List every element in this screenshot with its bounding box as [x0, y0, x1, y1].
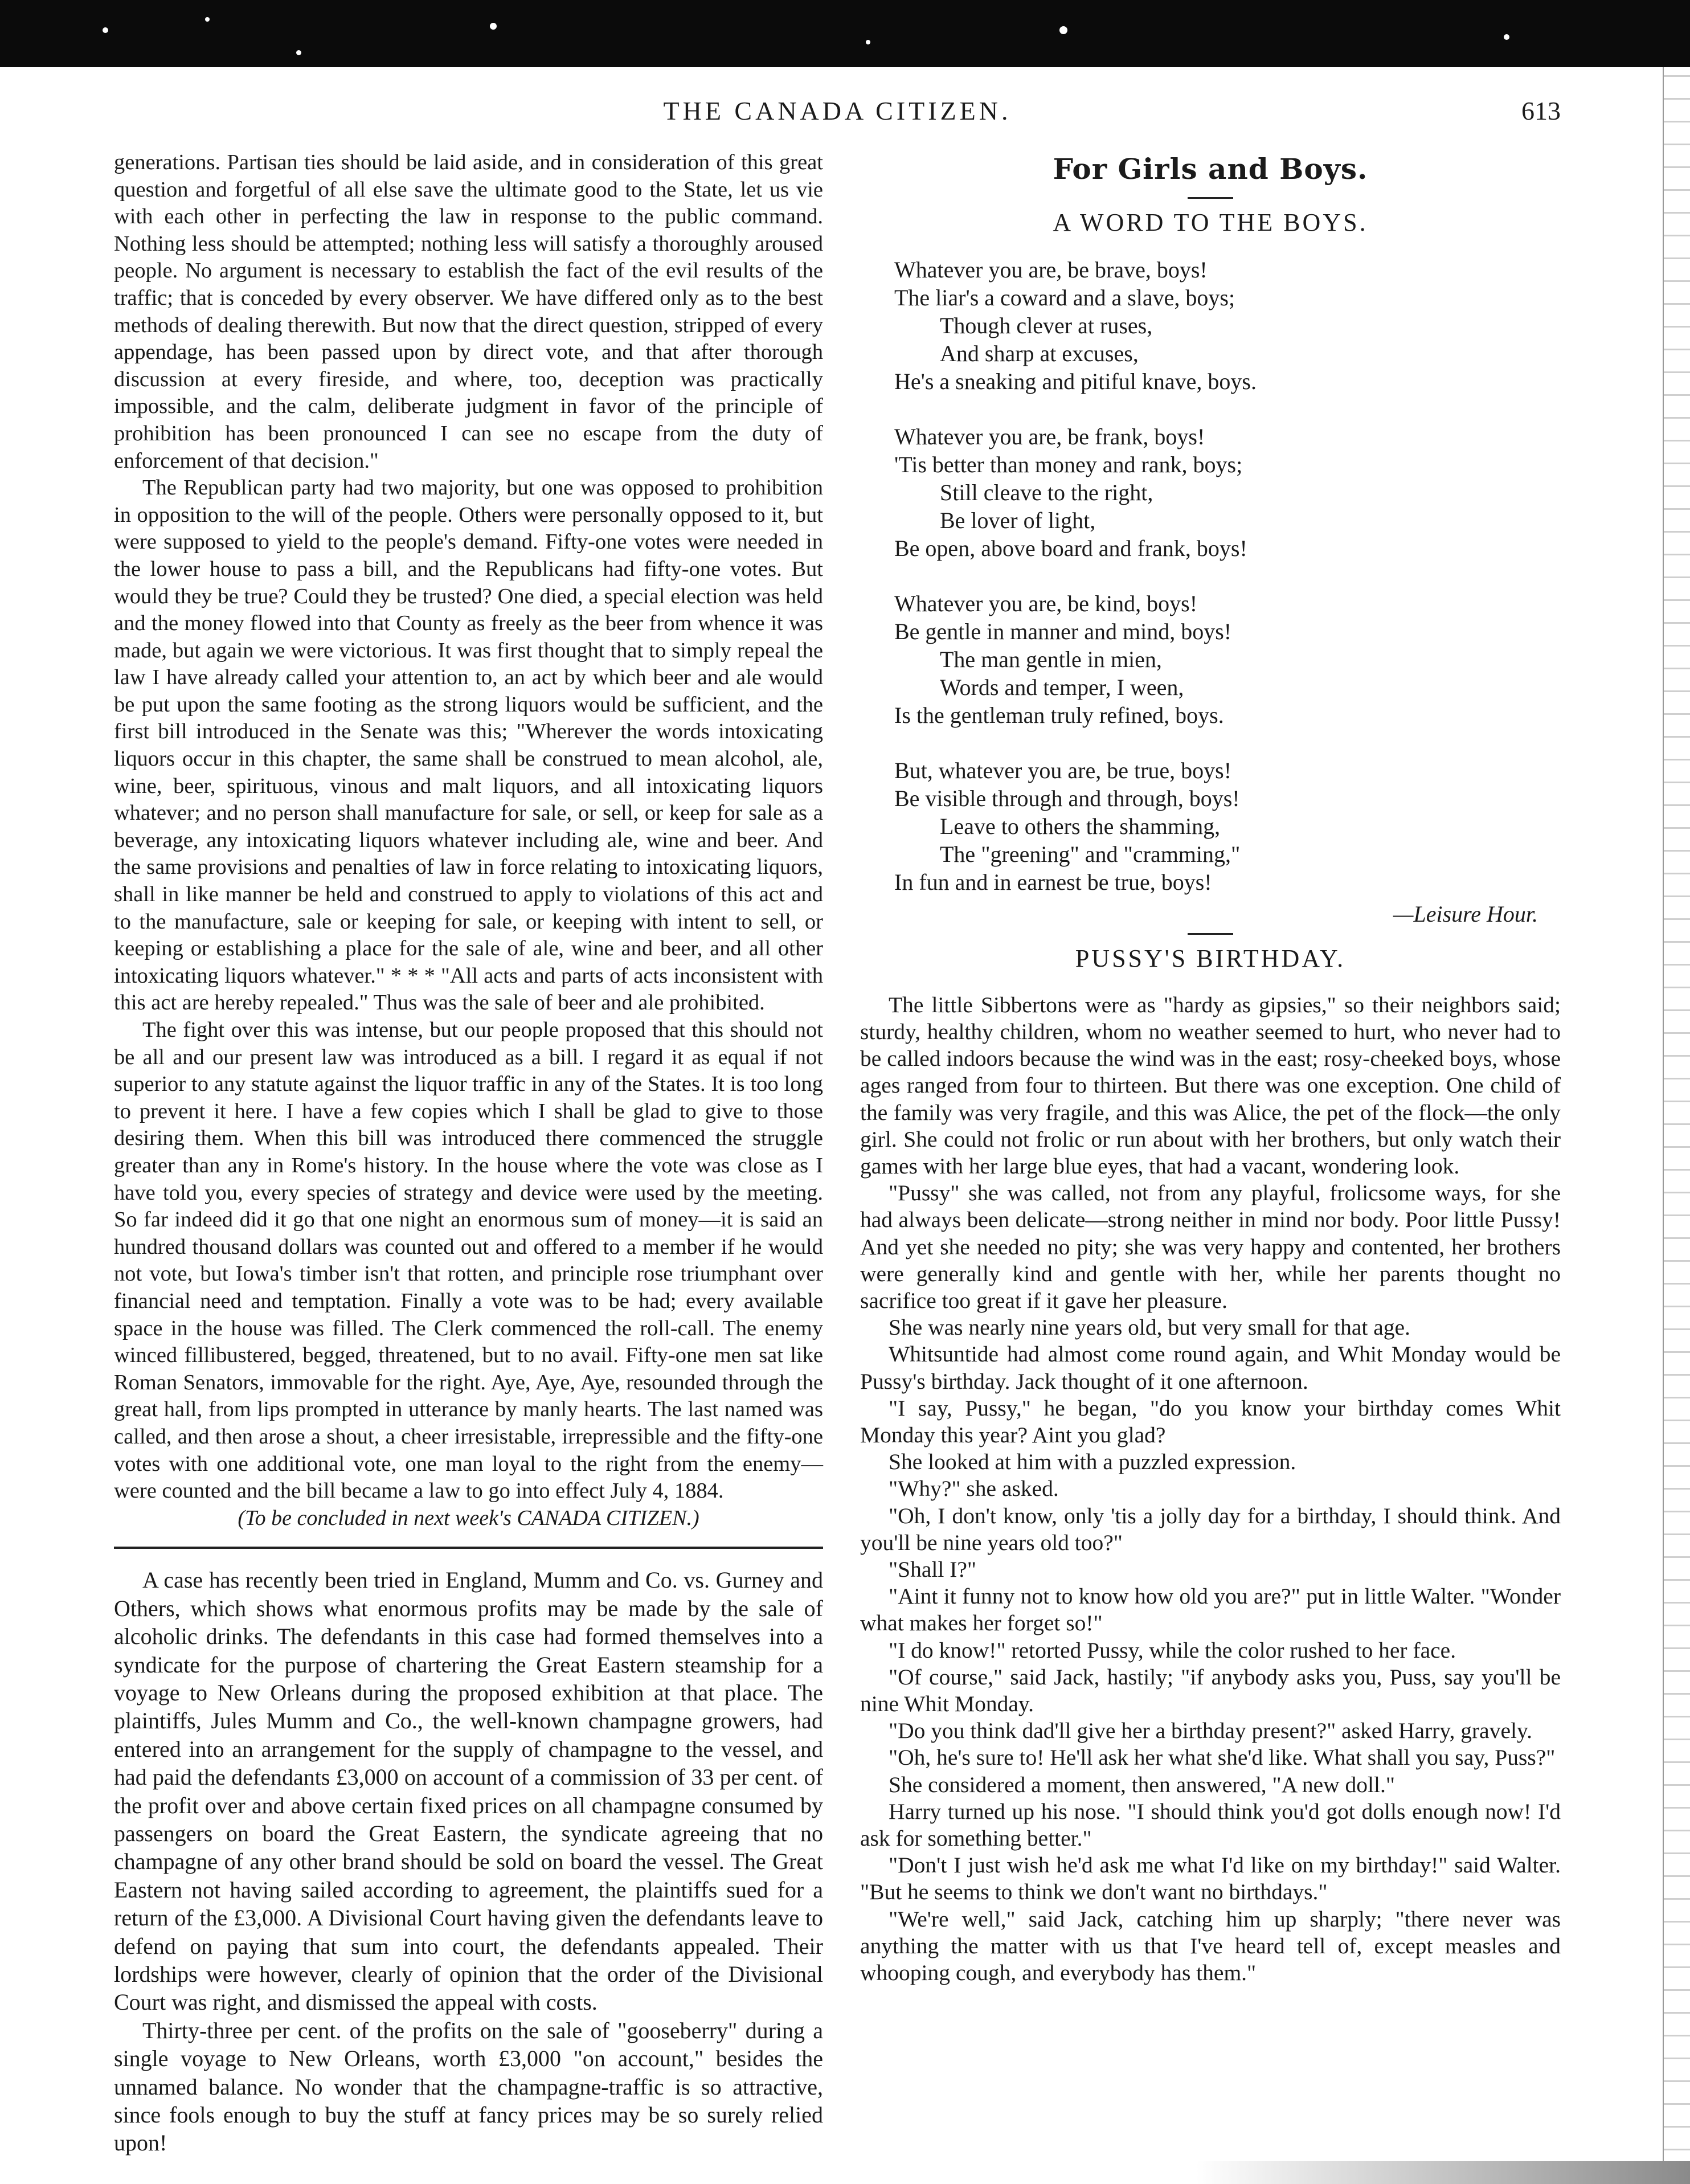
article-separator	[114, 1547, 823, 1549]
running-head: THE CANADA CITIZEN.	[663, 96, 1012, 125]
story-paragraph: "Oh, I don't know, only 'tis a jolly day for a birthday, I should think. And you'll be nine years old too?"	[860, 1503, 1561, 1555]
continued-note: (To be concluded in next week's CANADA CITIZEN.)	[238, 1506, 699, 1530]
poem-stanza	[894, 423, 1561, 562]
story-title: PUSSY'S BIRTHDAY.	[1075, 944, 1346, 973]
poem-line: But, whatever you are, be true, boys!	[894, 757, 1232, 783]
story-paragraph: She looked at him with a puzzled expression.	[889, 1449, 1296, 1475]
poem	[894, 256, 1561, 896]
poem-line: The man gentle in mien,	[940, 646, 1162, 672]
scan-top-band	[0, 0, 1690, 67]
story-paragraph: She was nearly nine years old, but very small for that age.	[889, 1315, 1410, 1340]
story-paragraph: "We're well," said Jack, catching him up sharply; "there never was anything the matter with us that I've heard tell of, except measles and whooping cough, and everybody has them."	[860, 1906, 1561, 1986]
story-paragraph: Whitsuntide had almost come round again, and Whit Monday would be Pussy's birthday. Jack thought of it one afternoon.	[860, 1342, 1561, 1394]
poem-stanza	[894, 590, 1561, 729]
scan-speck	[1504, 34, 1509, 40]
poem-stanza	[894, 256, 1561, 395]
story-paragraph: Harry turned up his nose. "I should think you'd got dolls enough now! I'd ask for something better."	[860, 1798, 1561, 1851]
story-paragraph: "Oh, he's sure to! He'll ask her what she'd like. What shall you say, Puss?"	[889, 1745, 1556, 1770]
article-paragraph: The fight over this was intense, but our people proposed that this should not be all and our present law was introduced as a bill. I regard it as equal if not superior to any statute against the liquor traffic in any of the States. It is too long to prevent it here. I have a few copies which I shall be glad to give to those desiring them. When this bill was introduced there commenced the struggle greater than any in Rome's history. In the house where the vote was close as I have told you, every species of strategy and device were used by the meeting. So far indeed did it go that one night an enormous sum of money—it is said an hundred thousand dollars was counted out and offered to a member if he would not vote, but Iowa's timber isn't that rotten, and principle rose triumphant over financial need and temptation. Finally a vote was to be had; every available space in the house was filled. The Clerk commenced the roll-call. The enemy winced fillibustered, begged, threatened, but to no avail. Fifty-one men sat like Roman Senators, immovable for the right. Aye, Aye, Aye, resounded through the great hall, from lips prompted in utterance by manly hearts. The last named was called, and then arose a shout, a cheer irresistable, irrepressible and the fifty-one votes with one additional vote, one man loyal to the right from the enemy—were counted and the bill became a law to go into effect July 4, 1884.	[114, 1018, 823, 1503]
scan-speck	[866, 40, 870, 44]
left-column	[114, 149, 823, 2157]
story	[860, 992, 1561, 1987]
scan-speck	[1059, 26, 1067, 34]
story-paragraph: "I say, Pussy," he began, "do you know your birthday comes Whit Monday this year? Aint you glad?	[860, 1395, 1561, 1448]
poem-attribution: —Leisure Hour.	[1393, 901, 1538, 927]
scan-speck	[205, 17, 210, 22]
poem-line: Be open, above board and frank, boys!	[894, 535, 1247, 561]
poem-title: A WORD TO THE BOYS.	[1053, 208, 1368, 236]
article-paragraph: A case has recently been tried in England, Mumm and Co. vs. Gurney and Others, which shows what enormous profits may be made by the sale of alcoholic drinks. The defendants in this case had formed themselves into a syndicate for the purpose of chartering the Great Eastern steamship for a voyage to New Orleans during the proposed exhibition at that place. The plaintiffs, Jules Mumm and Co., the well-known champagne growers, had entered into an arrangement for the supply of champagne to the vessel, and had paid the defendants £3,000 on account of a commission of 33 per cent. of the profit over and above certain fixed prices on all champagne consumed by passengers on board the Great Eastern, the syndicate agreeing that no champagne of any other brand should be sold on board the vessel. The Great Eastern not having sailed according to agreement, the plaintiffs sued for a return of the £3,000. A Divisional Court having given the defendants leave to defend on paying that sum into court, the defendants appealed. Their lordships were however, clearly of opinion that the order of the Divisional Court was right, and dismissed the appeal with costs.	[114, 1567, 823, 2015]
article-paragraph: Thirty-three per cent. of the profits on the sale of "gooseberry" during a single voyage to New Orleans, worth £3,000 "on account," besides the unnamed balance. No wonder that the champagne-traffic is so attractive, since fools enough to buy the stuff at fancy prices may be so surely relied upon!	[114, 2017, 823, 2156]
story-paragraph: "Aint it funny not to know how old you are?" put in little Walter. "Wonder what makes her forget so!"	[860, 1584, 1561, 1636]
story-paragraph: "Of course," said Jack, hastily; "if anybody asks you, Puss, say you'll be nine Whit Monday.	[860, 1664, 1561, 1717]
scan-bottom-smudge	[1196, 2161, 1690, 2184]
poem-stanza	[894, 756, 1561, 896]
poem-line: Be gentle in manner and mind, boys!	[894, 618, 1232, 644]
poem-line: In fun and in earnest be true, boys!	[894, 869, 1212, 895]
page-number: 613	[1521, 96, 1561, 125]
poem-line: The liar's a coward and a slave, boys;	[894, 284, 1235, 310]
poem-line: He's a sneaking and pitiful knave, boys.	[894, 368, 1257, 394]
story-paragraph: "Why?" she asked.	[889, 1476, 1059, 1502]
poem-line: Words and temper, I ween,	[940, 674, 1184, 700]
second-article	[114, 1566, 823, 2157]
story-paragraph: "Shall I?"	[889, 1557, 977, 1582]
poem-line: Be lover of light,	[940, 507, 1096, 533]
poem-line: The "greening" and "cramming,"	[940, 841, 1241, 867]
poem-line: Though clever at ruses,	[940, 312, 1153, 338]
poem-line: Leave to others the shamming,	[940, 813, 1221, 839]
poem-line: Whatever you are, be frank, boys!	[894, 423, 1205, 449]
scan-right-edge	[1663, 67, 1690, 2184]
story-paragraph: "I do know!" retorted Pussy, while the color rushed to her face.	[889, 1637, 1456, 1663]
poem-line: Still cleave to the right,	[940, 479, 1153, 505]
story-rule	[1188, 933, 1233, 935]
story-paragraph: The little Sibbertons were as "hardy as gipsies," so their neighbors said; sturdy, healthy children, whom no weather seemed to hurt, who never had to be called indoors because the wind was in the east; rosy-cheeked boys, whose ages ranged from four to thirteen. But there was one exception. One child of the family was very fragile, and this was Alice, the pet of the flock—the only girl. She could not frolic or run about with her brothers, but only watch their games with her large blue eyes, that had a vacant, wondering look.	[860, 992, 1561, 1179]
right-column	[860, 149, 1561, 1986]
page-header	[114, 96, 1561, 141]
scan-speck	[490, 23, 497, 30]
story-paragraph: "Don't I just wish he'd ask me what I'd like on my birthday!" said Walter. "But he seems to think we don't want no birthdays."	[860, 1852, 1561, 1905]
story-paragraph: "Pussy" she was called, not from any playful, frolicsome ways, for she had always been delicate—strong neither in mind nor body. Poor little Pussy! And yet she needed no pity; she was very happy and contented, her brothers were generally kind and gentle with her, while her parents thought no sacrifice too great if it gave her pleasure.	[860, 1180, 1561, 1314]
title-rule	[1188, 197, 1233, 199]
article-paragraph: The Republican party had two majority, but one was opposed to prohibition in opposition to the will of the people. Others were personally opposed to it, but were supposed to yield to the people's demand. Fifty-one votes were needed in the lower house to pass a bill, and the Republicans had fifty-one votes. But would they be true? Could they be trusted? One died, a special election was held and the money flowed into that County as freely as the beer from whence it was made, but again we were victorious. It was first thought that to simply repeal the law I have already called your attention to, an act by which beer and ale would be put upon the same footing as the strong liquors would be sufficient, and the first bill introduced in the Senate was this; "Wherever the words intoxicating liquors occur in this chapter, the same shall be construed to mean alcohol, ale, wine, beer, spirituous, vinous and malt liquors, and all intoxicating liquors whatever; and no person shall manufacture for sale, or sell, or keep for sale as a beverage, any intoxicating liquors whatever including ale, wine and beer. And the same provisions and penalties of law in force relating to intoxicating liquors, shall in like manner be held and construed to apply to violations of this act and to the manufacture, sale or keeping for sale, or keeping with intent to sell, or keeping or establishing a place for the sale of ale, wine and beer, and all other intoxicating liquors whatever." * * * "All acts and parts of acts inconsistent with this act are hereby repealed." Thus was the sale of beer and ale prohibited.	[114, 476, 823, 1015]
section-title: For Girls and Boys.	[1053, 152, 1368, 186]
poem-line: Whatever you are, be kind, boys!	[894, 590, 1198, 616]
poem-line: And sharp at excuses,	[940, 340, 1139, 366]
scan-speck	[296, 50, 301, 55]
article-paragraph: generations. Partisan ties should be laid aside, and in consideration of this great question and forgetful of all else save the ultimate good to the State, let us vie with each other in perfecting the law in response to the public command. Nothing less should be attempted; nothing less will satisfy a thoroughly aroused people. No argument is necessary to establish the fact of the evil results of the traffic; that is conceded by every observer. We have differed only as to the best methods of dealing therewith. But now that the direct question, stripped of every appendage, has been passed upon by direct vote, and that after thorough discussion at every fireside, and where, too, deception was practically impossible, and the calm, deliberate judgment in favor of the principle of prohibition has been pronounced I can see no escape from the duty of enforcement of that decision."	[114, 150, 823, 473]
scan-speck	[103, 27, 108, 33]
story-paragraph: She considered a moment, then answered, "A new doll."	[889, 1772, 1395, 1797]
story-paragraph: "Do you think dad'll give her a birthday present?" asked Harry, gravely.	[889, 1718, 1533, 1744]
poem-line: Is the gentleman truly refined, boys.	[894, 702, 1224, 728]
poem-line: Be visible through and through, boys!	[894, 785, 1240, 811]
poem-line: Whatever you are, be brave, boys!	[894, 256, 1208, 283]
poem-line: 'Tis better than money and rank, boys;	[894, 451, 1243, 477]
